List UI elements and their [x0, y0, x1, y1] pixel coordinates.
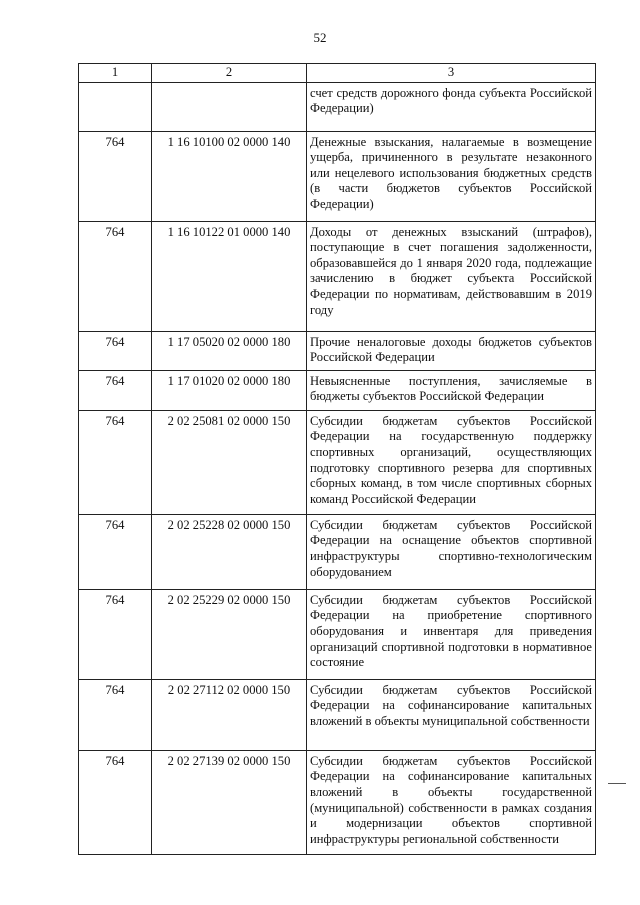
margin-dash-mark	[608, 783, 626, 784]
table-row	[79, 131, 596, 221]
table-row	[79, 370, 596, 410]
admin-code-cell: 764	[79, 131, 152, 221]
budget-code-cell: 2 02 27112 02 0000 150	[152, 679, 307, 750]
admin-code-cell: 764	[79, 370, 152, 410]
description-cell: Субсидии бюджетам субъектов Российской Федерации на государственную поддержку спортивных организаций, осуществляющих подготовку спортивного резерва для спортивных сборных команд, в том числе спортивных сборных команд Российской Федерации	[307, 410, 596, 514]
budget-classification-table	[78, 63, 596, 855]
admin-code-cell: 764	[79, 750, 152, 854]
admin-code-cell: 764	[79, 589, 152, 679]
budget-code-cell: 1 16 10122 01 0000 140	[152, 221, 307, 331]
description-cell: Субсидии бюджетам субъектов Российской Федерации на приобретение спортивного оборудования и инвентаря для приведения организаций спортивной подготовки в нормативное состояние	[307, 589, 596, 679]
budget-code-cell: 1 17 01020 02 0000 180	[152, 370, 307, 410]
admin-code-cell: 764	[79, 514, 152, 589]
table-row	[79, 331, 596, 370]
description-cell: Прочие неналоговые доходы бюджетов субъектов Российской Федерации	[307, 331, 596, 370]
admin-code-cell: 764	[79, 221, 152, 331]
column-header-1: 1	[79, 64, 152, 83]
description-cell: Денежные взыскания, налагаемые в возмещение ущерба, причиненного в результате незаконного или нецелевого использования бюджетных средств (в части бюджетов субъектов Российской Федерации)	[307, 131, 596, 221]
page-number: 52	[313, 30, 327, 45]
description-cell: Невыясненные поступления, зачисляемые в бюджеты субъектов Российской Федерации	[307, 370, 596, 410]
budget-code-cell: 2 02 25228 02 0000 150	[152, 514, 307, 589]
budget-code-cell: 2 02 25229 02 0000 150	[152, 589, 307, 679]
description-cell: счет средств дорожного фонда субъекта Российской Федерации)	[307, 82, 596, 131]
budget-code-cell: 1 16 10100 02 0000 140	[152, 131, 307, 221]
table-row	[79, 514, 596, 589]
description-cell: Субсидии бюджетам субъектов Российской Федерации на софинансирование капитальных вложений в объекты государственной (муниципальной) собственности в рамках создания и модернизации объектов спортивной инфраструктуры региональной собственности	[307, 750, 596, 854]
table-row	[79, 679, 596, 750]
admin-code-cell	[79, 82, 152, 131]
budget-code-cell: 2 02 27139 02 0000 150	[152, 750, 307, 854]
description-cell: Субсидии бюджетам субъектов Российской Федерации на оснащение объектов спортивной инфраструктуры спортивно-технологическим оборудованием	[307, 514, 596, 589]
table-row	[79, 82, 596, 131]
description-cell: Субсидии бюджетам субъектов Российской Федерации на софинансирование капитальных вложений в объекты муниципальной собственности	[307, 679, 596, 750]
admin-code-cell: 764	[79, 410, 152, 514]
column-header-3: 3	[307, 64, 596, 83]
budget-code-cell	[152, 82, 307, 131]
admin-code-cell: 764	[79, 679, 152, 750]
description-cell: Доходы от денежных взысканий (штрафов), поступающие в счет погашения задолженности, образовавшейся до 1 января 2020 года, подлежащие зачислению в бюджет субъекта Российской Федерации по нормативам, действовавшим в 2019 году	[307, 221, 596, 331]
budget-code-cell: 1 17 05020 02 0000 180	[152, 331, 307, 370]
table-header-row	[79, 64, 596, 83]
table-row	[79, 589, 596, 679]
budget-code-cell: 2 02 25081 02 0000 150	[152, 410, 307, 514]
admin-code-cell: 764	[79, 331, 152, 370]
table-row	[79, 221, 596, 331]
table-row	[79, 410, 596, 514]
table-row	[79, 750, 596, 854]
column-header-2: 2	[152, 64, 307, 83]
